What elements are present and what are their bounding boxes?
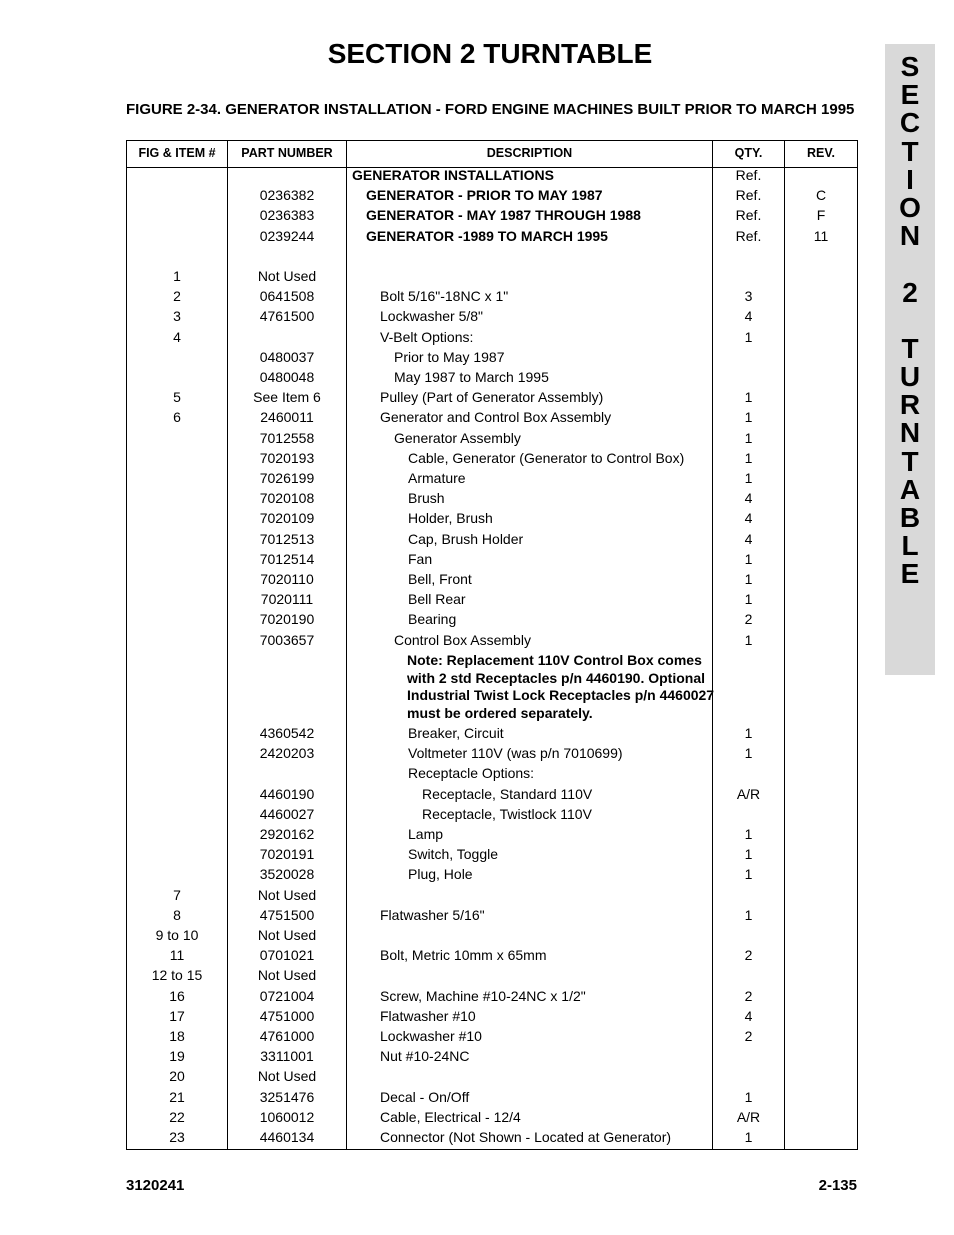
- description-cell: GENERATOR - PRIOR TO MAY 1987: [366, 187, 603, 204]
- fig-item-cell: 21: [169, 1088, 185, 1105]
- description-cell: Bearing: [408, 611, 457, 628]
- part-number-cell: 7020111: [260, 591, 314, 608]
- part-number-cell: Not Used: [257, 967, 317, 984]
- part-number-cell: 2420203: [259, 745, 315, 762]
- fig-item-cell: 3: [173, 308, 181, 325]
- qty-cell: 4: [744, 510, 753, 527]
- part-number-cell: 2460011: [260, 409, 314, 426]
- table-row: [127, 266, 857, 286]
- description-cell: Brush: [408, 490, 445, 507]
- side-tab-letter: C: [899, 107, 921, 139]
- table-row: [127, 925, 857, 945]
- part-number-cell: 7020190: [259, 611, 315, 628]
- side-tab-letter: R: [899, 389, 921, 421]
- description-cell: Lockwasher #10: [380, 1028, 482, 1044]
- fig-item-cell: 11: [169, 947, 185, 964]
- description-cell: Cable, Electrical - 12/4: [380, 1108, 521, 1125]
- qty-cell: 1: [744, 1088, 753, 1105]
- table-row: [127, 549, 857, 569]
- qty-cell: 1: [744, 328, 753, 345]
- qty-cell: 1: [744, 470, 753, 486]
- description-cell: Control Box Assembly: [394, 631, 531, 648]
- control-box-note: Note: Replacement 110V Control Box comes with 2 std Receptacles p/n 4460190. Optional Industrial Twist Lock Receptacles p/n 4460027 must be ordered separately.: [407, 652, 715, 721]
- side-tab-letter: A: [899, 473, 921, 505]
- description-cell: Flatwasher 5/16": [380, 906, 485, 923]
- table-row: [127, 965, 857, 985]
- table-row: [127, 864, 857, 884]
- fig-item-cell: 18: [169, 1028, 185, 1044]
- section-side-tab: [885, 44, 935, 675]
- side-tab-letter: B: [899, 502, 921, 533]
- part-number-cell: 0641508: [259, 288, 315, 305]
- table-row: [127, 1066, 857, 1086]
- part-number-cell: 0701021: [259, 947, 315, 964]
- description-cell: Generator and Control Box Assembly: [380, 409, 612, 426]
- table-row: [127, 763, 857, 783]
- description-cell: Holder, Brush: [408, 510, 493, 527]
- fig-item-cell: 12 to 15: [151, 967, 203, 984]
- description-cell: May 1987 to March 1995: [394, 369, 549, 385]
- part-number-cell: 7020109: [259, 510, 315, 527]
- table-row: [127, 609, 857, 629]
- description-cell: GENERATOR INSTALLATIONS: [352, 167, 554, 183]
- part-number-cell: See Item 6: [253, 389, 321, 406]
- side-tab-letter: I: [906, 163, 914, 195]
- description-cell: Generator Assembly: [394, 429, 521, 446]
- fig-item-cell: 2: [173, 288, 181, 305]
- description-cell: Receptacle, Standard 110V: [422, 785, 593, 802]
- fig-item-cell: 16: [169, 987, 185, 1004]
- description-cell: Fan: [408, 550, 433, 567]
- part-number-cell: 4751000: [259, 1007, 315, 1024]
- side-tab-letter: [885, 250, 935, 278]
- description-cell: Plug, Hole: [408, 866, 473, 883]
- side-tab-letter: 2: [902, 276, 918, 308]
- table-row: [127, 286, 857, 306]
- side-tab-letter: N: [899, 220, 921, 252]
- fig-item-cell: 5: [173, 389, 181, 406]
- part-number-cell: 4460134: [259, 1129, 315, 1145]
- qty-cell: 1: [744, 409, 753, 426]
- description-cell: Prior to May 1987: [394, 348, 505, 365]
- qty-cell: 2: [744, 947, 753, 964]
- description-cell: Nut #10-24NC: [380, 1048, 470, 1065]
- description-cell: Decal - On/Off: [380, 1088, 470, 1105]
- fig-item-cell: 17: [169, 1007, 185, 1024]
- part-number-cell: 1060012: [259, 1108, 315, 1125]
- header-fig-item: FIG & ITEM #: [138, 146, 216, 160]
- fig-item-cell: 4: [173, 328, 181, 345]
- side-tab-letter: N: [899, 417, 921, 449]
- header-part-number: PART NUMBER: [241, 146, 333, 160]
- qty-cell: A/R: [736, 785, 761, 802]
- part-number-cell: 7020193: [259, 449, 315, 466]
- part-number-cell: 7020191: [259, 846, 315, 863]
- table-row: [127, 347, 857, 367]
- qty-cell: 1: [744, 725, 753, 741]
- side-tab-letter: E: [900, 79, 920, 111]
- qty-cell: 1: [744, 745, 753, 762]
- description-cell: Armature: [408, 470, 466, 486]
- footer-doc-number: 3120241: [126, 1177, 185, 1194]
- part-number-cell: 0236383: [259, 207, 315, 224]
- part-number-cell: 3251476: [259, 1088, 315, 1105]
- part-number-cell: 0721004: [259, 987, 315, 1004]
- description-cell: Pulley (Part of Generator Assembly): [380, 389, 604, 406]
- description-cell: Screw, Machine #10-24NC x 1/2": [380, 987, 586, 1004]
- side-tab-letter: T: [901, 135, 919, 167]
- description-cell: Breaker, Circuit: [408, 725, 504, 741]
- description-cell: Bell, Front: [408, 571, 472, 587]
- side-tab-letter: O: [899, 191, 921, 223]
- table-row: [127, 488, 857, 508]
- table-row: [127, 306, 857, 326]
- qty-cell: 1: [744, 550, 753, 567]
- qty-cell: 1: [744, 389, 753, 406]
- qty-cell: 1: [744, 631, 753, 648]
- qty-cell: 1: [744, 1129, 753, 1145]
- part-number-cell: 7020110: [260, 571, 314, 587]
- table-row: [127, 1087, 857, 1107]
- part-number-cell: 4761500: [259, 308, 315, 325]
- description-cell: Connector (Not Shown - Located at Generator): [380, 1129, 672, 1145]
- table-row: [127, 743, 857, 763]
- part-number-cell: 4460027: [259, 805, 315, 822]
- description-cell: Switch, Toggle: [408, 846, 499, 863]
- table-row: [127, 1026, 857, 1046]
- rev-cell: 11: [813, 227, 829, 244]
- table-row: [127, 804, 857, 824]
- part-number-cell: 0239244: [259, 227, 315, 244]
- description-cell: Voltmeter 110V (was p/n 7010699): [408, 745, 623, 762]
- description-cell: Lamp: [408, 826, 444, 842]
- fig-item-cell: 9 to 10: [155, 927, 199, 943]
- part-number-cell: 0236382: [259, 187, 315, 204]
- qty-cell: 2: [744, 987, 753, 1004]
- description-cell: Cap, Brush Holder: [408, 530, 524, 547]
- table-row: [127, 1046, 857, 1066]
- description-cell: Bolt, Metric 10mm x 65mm: [380, 947, 547, 964]
- part-number-cell: 7026199: [259, 470, 315, 486]
- description-cell: Cable, Generator (Generator to Control Box): [408, 449, 685, 466]
- fig-item-cell: 20: [169, 1068, 185, 1085]
- table-row: [127, 905, 857, 925]
- table-row: [127, 367, 857, 387]
- table-row: [127, 589, 857, 609]
- table-row: [127, 824, 857, 844]
- fig-item-cell: 19: [169, 1048, 185, 1065]
- table-row: [127, 569, 857, 589]
- description-cell: Receptacle, Twistlock 110V: [422, 805, 592, 822]
- table-row: [127, 428, 857, 448]
- side-tab-letter: U: [899, 361, 921, 393]
- part-number-cell: 7012514: [259, 550, 315, 567]
- qty-cell: 1: [744, 846, 753, 863]
- parts-table: [126, 140, 858, 1150]
- qty-cell: Ref.: [735, 207, 762, 224]
- fig-item-cell: 1: [173, 268, 181, 284]
- part-number-cell: 3311001: [260, 1048, 314, 1065]
- qty-cell: A/R: [736, 1108, 761, 1125]
- table-row: [127, 165, 857, 185]
- table-row: [127, 508, 857, 528]
- side-tab-letters: [885, 53, 935, 589]
- part-number-cell: Not Used: [257, 268, 317, 284]
- table-row: [127, 986, 857, 1006]
- description-cell: Receptacle Options:: [408, 765, 535, 782]
- table-row: [127, 185, 857, 205]
- table-row: [127, 246, 857, 266]
- qty-cell: 2: [744, 611, 753, 628]
- qty-cell: 3: [744, 288, 753, 305]
- side-tab-letter: T: [901, 445, 919, 477]
- qty-cell: 1: [744, 906, 753, 923]
- table-row: [127, 387, 857, 407]
- description-cell: GENERATOR -1989 TO MARCH 1995: [366, 227, 608, 244]
- table-row: [127, 1107, 857, 1127]
- qty-cell: 1: [744, 591, 753, 608]
- qty-cell: 1: [744, 826, 753, 842]
- fig-item-cell: 8: [173, 906, 181, 923]
- part-number-cell: 7012513: [259, 530, 315, 547]
- fig-item-cell: 6: [173, 409, 181, 426]
- table-row: [127, 784, 857, 804]
- qty-cell: Ref.: [735, 167, 762, 183]
- side-tab-letter: T: [901, 332, 919, 364]
- part-number-cell: 4460190: [259, 785, 315, 802]
- description-cell: Bolt 5/16"-18NC x 1": [380, 288, 509, 305]
- part-number-cell: 7020108: [259, 490, 315, 507]
- table-row: [127, 885, 857, 905]
- table-row: [127, 1006, 857, 1026]
- rev-cell: F: [816, 207, 826, 224]
- qty-cell: 4: [744, 530, 753, 547]
- table-row: [127, 407, 857, 427]
- qty-cell: 4: [744, 1007, 753, 1024]
- description-cell: Lockwasher 5/8": [380, 308, 484, 325]
- section-title: SECTION 2 TURNTABLE: [327, 38, 653, 69]
- table-row: [127, 529, 857, 549]
- part-number-cell: 0480048: [259, 369, 315, 385]
- header-qty: QTY.: [734, 146, 763, 160]
- qty-cell: 1: [744, 571, 753, 587]
- qty-cell: 4: [744, 308, 753, 325]
- side-tab-letter: S: [900, 51, 920, 82]
- table-row: [127, 468, 857, 488]
- description-cell: Bell Rear: [408, 591, 466, 608]
- figure-title: FIGURE 2-34. GENERATOR INSTALLATION - FORD ENGINE MACHINES BUILT PRIOR TO MARCH 1995: [126, 101, 855, 118]
- table-row: [127, 844, 857, 864]
- part-number-cell: 4360542: [259, 725, 315, 741]
- table-row: [127, 226, 857, 246]
- fig-item-cell: 22: [169, 1108, 185, 1125]
- part-number-cell: 3520028: [259, 866, 315, 883]
- part-number-cell: 2920162: [259, 826, 315, 842]
- fig-item-cell: 23: [169, 1129, 185, 1145]
- part-number-cell: Not Used: [257, 1068, 317, 1085]
- part-number-cell: 4761000: [259, 1028, 315, 1044]
- header-rev: REV.: [806, 146, 836, 160]
- header-description: DESCRIPTION: [486, 146, 573, 160]
- table-row: [127, 1127, 857, 1147]
- qty-cell: 1: [744, 866, 753, 883]
- table-row: [127, 205, 857, 225]
- part-number-cell: Not Used: [257, 927, 317, 943]
- qty-cell: 1: [744, 429, 753, 446]
- part-number-cell: 0480037: [259, 348, 315, 365]
- qty-cell: 1: [744, 449, 753, 466]
- qty-cell: Ref.: [735, 187, 762, 204]
- part-number-cell: Not Used: [257, 886, 317, 903]
- table-row: [127, 723, 857, 743]
- qty-cell: Ref.: [735, 227, 762, 244]
- part-number-cell: 7003657: [259, 631, 315, 648]
- fig-item-cell: 7: [173, 886, 181, 903]
- description-cell: V-Belt Options:: [380, 328, 474, 345]
- table-row: [127, 448, 857, 468]
- side-tab-letter: E: [900, 558, 920, 590]
- description-cell: Flatwasher #10: [380, 1007, 476, 1024]
- side-tab-letter: L: [901, 530, 919, 562]
- table-row: [127, 630, 857, 650]
- part-number-cell: 7012558: [259, 429, 315, 446]
- qty-cell: 4: [744, 490, 753, 507]
- description-cell: GENERATOR - MAY 1987 THROUGH 1988: [366, 207, 641, 224]
- side-tab-letter: [885, 307, 935, 335]
- qty-cell: 2: [744, 1028, 753, 1044]
- table-row: [127, 327, 857, 347]
- part-number-cell: 4751500: [259, 906, 315, 923]
- table-row: [127, 945, 857, 965]
- footer-page-number: 2-135: [818, 1177, 857, 1194]
- rev-cell: C: [815, 187, 827, 204]
